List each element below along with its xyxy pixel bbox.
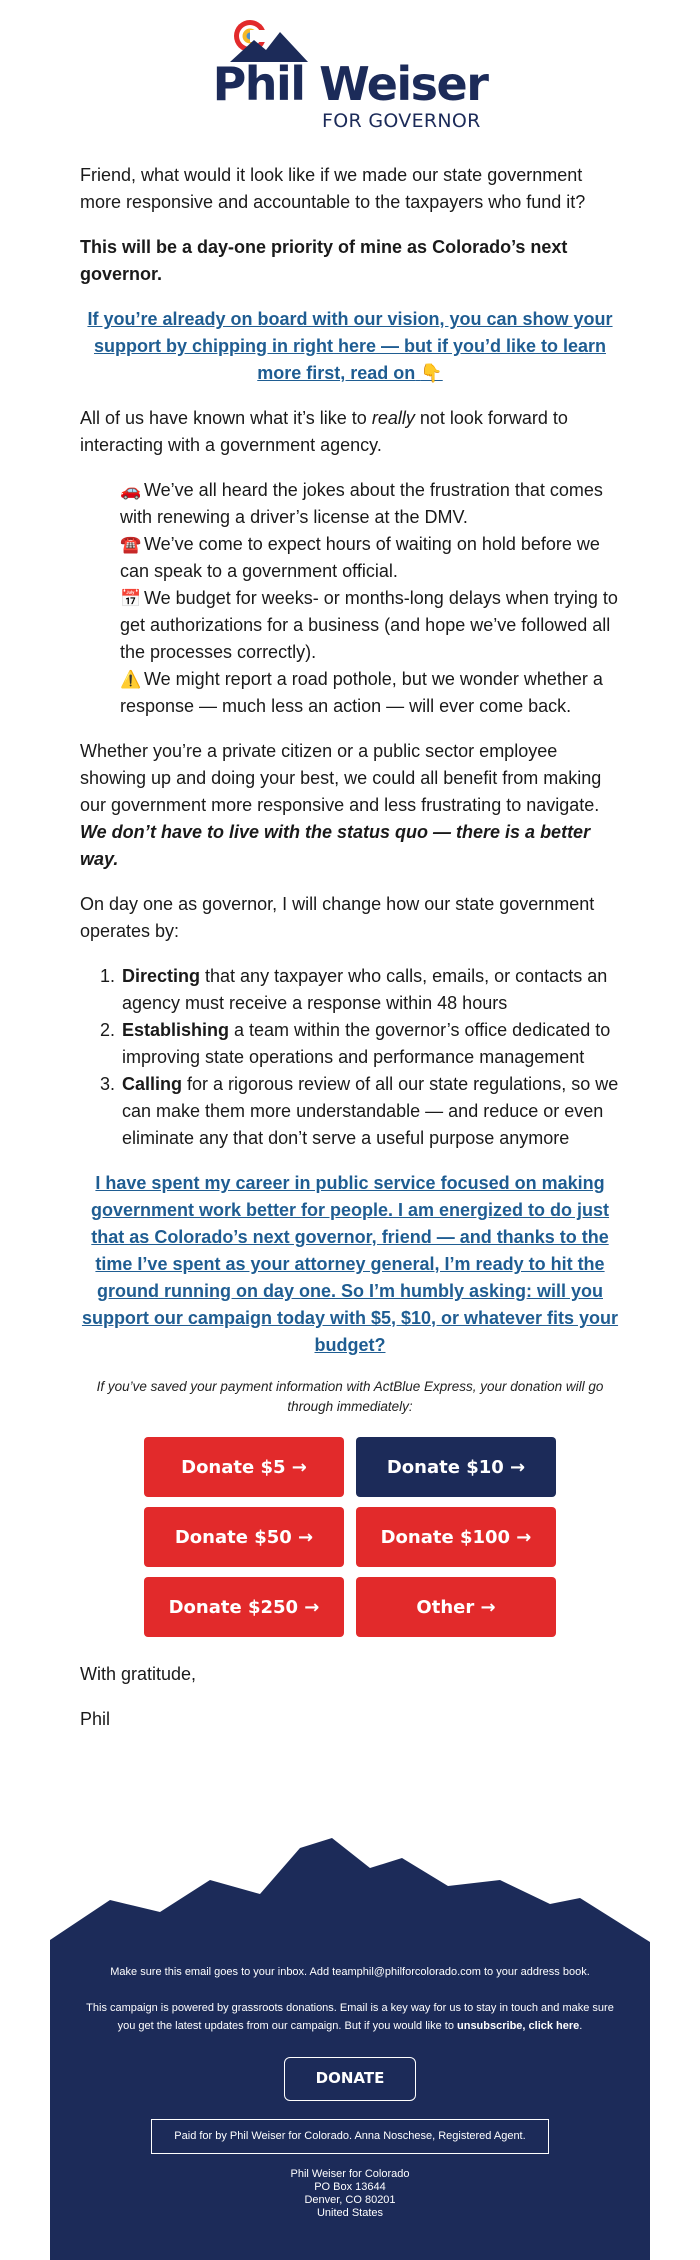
step-keyword: Directing xyxy=(122,966,201,986)
p3-pre: All of us have known what it’s like to xyxy=(80,408,372,428)
paid-for-disclaimer: Paid for by Phil Weiser for Colorado. Anna Noschese, Registered Agent. xyxy=(151,2119,549,2154)
government-agency-paragraph xyxy=(80,405,620,459)
address-line: United States xyxy=(316,2207,384,2219)
p3-post: not look forward to interacting with a government agency. xyxy=(80,408,568,455)
list-item xyxy=(120,531,620,585)
step-text: that any taxpayer who calls, emails, or contacts an agency must receive a response within 48 hours xyxy=(122,966,608,1013)
signoff-closing: With gratitude, xyxy=(80,1664,197,1684)
step-text: a team within the governor’s office dedicated to improving state operations and performance management xyxy=(122,1020,611,1067)
footer-content xyxy=(80,1963,620,2220)
actblue-note: If you’ve saved your payment information with ActBlue Express, your donation will go through immediately: xyxy=(96,1379,604,1414)
footer xyxy=(50,1828,650,2260)
list-item-text: We budget for weeks- or months-long delays when trying to get authorizations for a business (and hope we’ve followed all the processes correctly). xyxy=(120,588,618,662)
campaign-logo xyxy=(0,18,700,132)
list-item xyxy=(120,1071,620,1152)
frustrations-list xyxy=(120,477,620,720)
grassroots-end: . xyxy=(579,2020,583,2032)
address-line: Denver, CO 80201 xyxy=(304,2194,396,2206)
p3-emphasis: really xyxy=(371,408,415,428)
mailing-address xyxy=(80,2168,620,2220)
donate-50-button[interactable]: Donate $50 → xyxy=(144,1507,344,1567)
donate-5-button[interactable]: Donate $5 → xyxy=(144,1437,344,1497)
inbox-note: Make sure this email goes to your inbox. Add teamphil@philforcolorado.com to your address book. xyxy=(110,1966,590,1978)
intro-paragraph: Friend, what would it look like if we made our state government more responsive and accountable to the taxpayers who fund it? xyxy=(80,165,586,212)
donate-other-button[interactable]: Other → xyxy=(356,1577,556,1637)
unsubscribe-link[interactable]: unsubscribe, click here xyxy=(457,2020,580,2032)
telephone-icon: ☎️ xyxy=(120,535,142,554)
grassroots-note xyxy=(80,1999,620,2035)
signoff xyxy=(80,1661,620,1733)
day-one-plan-list xyxy=(120,963,620,1152)
donate-intro-link[interactable] xyxy=(80,306,620,387)
list-item-text: We might report a road pothole, but we wonder whether a response — much less an action — will ever come back. xyxy=(120,669,603,716)
p4-emphasis: We don’t have to live with the status quo — there is a better way. xyxy=(80,822,591,869)
priority-statement: This will be a day-one priority of mine as Colorado’s next governor. xyxy=(80,237,568,284)
pointing-down-icon: 👇 xyxy=(420,363,443,383)
list-item-text: We’ve all heard the jokes about the frustration that comes with renewing a driver’s license at the DMV. xyxy=(120,480,603,527)
list-item xyxy=(120,1017,620,1071)
address-line: Phil Weiser for Colorado xyxy=(290,2168,410,2180)
car-icon: 🚗 xyxy=(120,481,142,500)
calendar-icon: 📅 xyxy=(120,589,142,608)
list-item-text: We’ve come to expect hours of waiting on hold before we can speak to a government official. xyxy=(120,534,600,581)
step-keyword: Establishing xyxy=(122,1020,230,1040)
list-item xyxy=(120,585,620,666)
list-item xyxy=(120,963,620,1017)
day-one-paragraph: On day one as governor, I will change how our state government operates by: xyxy=(80,894,595,941)
email-body xyxy=(80,162,620,1751)
step-text: for a rigorous review of all our state regulations, so we can make them more understandable — and reduce or even eliminate any that don’t serve a useful purpose anymore xyxy=(122,1074,619,1148)
status-quo-paragraph xyxy=(80,738,620,873)
address-line: PO Box 13644 xyxy=(314,2181,386,2193)
footer-donate-button[interactable]: DONATE xyxy=(284,2057,416,2101)
donate-100-button[interactable]: Donate $100 → xyxy=(356,1507,556,1567)
donate-ask-link[interactable]: I have spent my career in public service focused on making government work better for people. I am energized to do just that as Colorado’s next governor, friend — and thanks to the time I’ve spent as your attorney general, I’m ready to hit the ground running on day one. So I’m humbly asking: will you support our campaign today with $5, $10, or whatever fits your budget? xyxy=(81,1173,619,1355)
logo-subtitle: FOR GOVERNOR xyxy=(322,110,481,132)
donate-intro-link-text: If you’re already on board with our vision, you can show your support by chipping in right here — but if you’d like to learn more first, read on xyxy=(87,309,613,383)
donate-button-grid xyxy=(144,1437,556,1637)
list-item xyxy=(120,477,620,531)
warning-icon: ⚠️ xyxy=(120,670,142,689)
signoff-name: Phil xyxy=(80,1709,111,1729)
grassroots-text: This campaign is powered by grassroots donations. Email is a key way for us to stay in touch and make sure you get the latest updates from our campaign. But if you would like to xyxy=(86,2002,614,2032)
donate-250-button[interactable]: Donate $250 → xyxy=(144,1577,344,1637)
logo-name: Phil Weiser xyxy=(212,57,488,111)
list-item xyxy=(120,666,620,720)
p4-text: Whether you’re a private citizen or a public sector employee showing up and doing your best, we could all benefit from making our government more responsive and less frustrating to navigate. xyxy=(80,741,602,815)
donate-10-button[interactable]: Donate $10 → xyxy=(356,1437,556,1497)
step-keyword: Calling xyxy=(122,1074,183,1094)
